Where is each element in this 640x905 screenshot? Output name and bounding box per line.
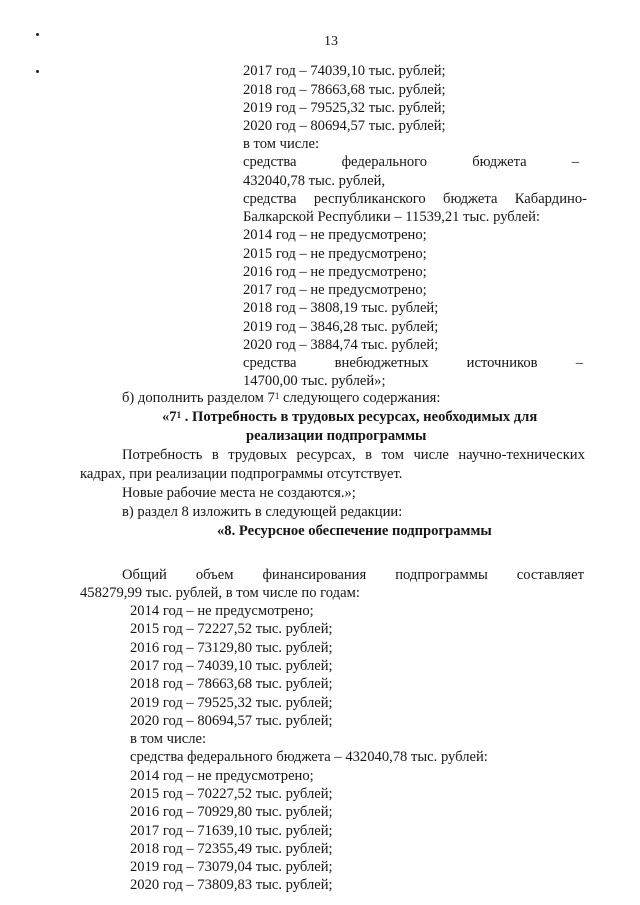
word: в xyxy=(211,447,219,463)
superscript: 1 xyxy=(176,410,182,420)
section7-paragraph-line1 xyxy=(122,446,585,464)
item-b-suffix: следующего содержания: xyxy=(279,390,441,406)
top-line: в том числе: xyxy=(243,136,320,152)
federal-year-line: 2015 год – 70227,52 тыс. рублей; xyxy=(130,786,333,802)
section8-federal-line: средства федерального бюджета – 432040,78 тыс. рублей: xyxy=(130,749,488,765)
federal-year-line: 2016 год – 70929,80 тыс. рублей; xyxy=(130,804,333,820)
section8-year-line: 2016 год – 73129,80 тыс. рублей; xyxy=(130,640,333,656)
section8-intro-line1 xyxy=(122,566,584,584)
top-line: 2017 год – 74039,10 тыс. рублей; xyxy=(243,63,446,79)
word: в xyxy=(365,447,373,463)
word: средства xyxy=(243,154,297,170)
federal-funds-amount: 432040,78 тыс. рублей, xyxy=(243,173,386,189)
republic-year-line: 2018 год – 3808,19 тыс. рублей; xyxy=(243,300,439,316)
republic-budget-line2: Балкарской Республики – 11539,21 тыс. рублей: xyxy=(243,209,540,225)
republic-year-line: 2014 год – не предусмотрено; xyxy=(243,227,427,243)
section7-title-prefix: «7 xyxy=(162,409,177,425)
republic-year-line: 2015 год – не предусмотрено; xyxy=(243,246,427,262)
word: трудовых xyxy=(228,447,288,463)
word: Потребность xyxy=(122,447,203,463)
section8-in-total: в том числе: xyxy=(130,731,207,747)
section8-year-line: 2020 год – 80694,57 тыс. рублей; xyxy=(130,713,333,729)
word: источников xyxy=(466,355,538,371)
section7-paragraph-line2: кадрах, при реализации подпрограммы отсутствует. xyxy=(80,466,403,482)
federal-funds-line xyxy=(243,153,579,171)
top-line: 2020 год – 80694,57 тыс. рублей; xyxy=(243,118,446,134)
federal-year-line: 2020 год – 73809,83 тыс. рублей; xyxy=(130,877,333,893)
section8-year-line: 2015 год – 72227,52 тыс. рублей; xyxy=(130,621,333,637)
word: внебюджетных xyxy=(334,355,429,371)
item-b-prefix: б) дополнить разделом 7 xyxy=(122,390,275,406)
word: Общий xyxy=(122,567,167,583)
item-v: в) раздел 8 изложить в следующей редакции: xyxy=(122,504,403,520)
section8-year-line: 2014 год – не предусмотрено; xyxy=(130,603,314,619)
section8-year-line: 2018 год – 78663,68 тыс. рублей; xyxy=(130,676,333,692)
word: средства xyxy=(243,355,297,371)
word: финансирования xyxy=(262,567,367,583)
word: числе xyxy=(413,447,449,463)
item-b xyxy=(122,389,440,407)
word: федерального xyxy=(341,154,428,170)
republic-year-line: 2016 год – не предусмотрено; xyxy=(243,264,427,280)
section8-intro-line2: 458279,99 тыс. рублей, в том числе по годам: xyxy=(80,585,360,601)
word: Кабардино- xyxy=(514,191,587,207)
scan-mark xyxy=(36,33,39,36)
republic-year-line: 2017 год – не предусмотрено; xyxy=(243,282,427,298)
federal-year-line: 2017 год – 71639,10 тыс. рублей; xyxy=(130,823,333,839)
republic-budget-line xyxy=(243,190,587,208)
section7-title xyxy=(162,408,537,426)
section8-year-line: 2019 год – 79525,32 тыс. рублей; xyxy=(130,695,333,711)
word: средства xyxy=(243,191,297,207)
republic-year-line: 2019 год – 3846,28 тыс. рублей; xyxy=(243,319,439,335)
scan-mark xyxy=(36,70,39,73)
federal-year-line: 2018 год – 72355,49 тыс. рублей; xyxy=(130,841,333,857)
section7-title-line2: реализации подпрограммы xyxy=(246,428,427,444)
word: республиканского xyxy=(313,191,426,207)
republic-year-line: 2020 год – 3884,74 тыс. рублей; xyxy=(243,337,439,353)
word: подпрограммы xyxy=(395,567,488,583)
word: ресурсах, xyxy=(296,447,356,463)
word: – xyxy=(575,355,583,371)
word: объем xyxy=(195,567,234,583)
section7-title-rest: . Потребность в трудовых ресурсах, необходимых для xyxy=(181,409,538,425)
top-line: 2019 год – 79525,32 тыс. рублей; xyxy=(243,100,446,116)
section8-title: «8. Ресурсное обеспечение подпрограммы xyxy=(217,523,492,539)
word: бюджета xyxy=(472,154,527,170)
extra-budget-line xyxy=(243,354,583,372)
extra-budget-amount: 14700,00 тыс. рублей»; xyxy=(243,373,386,389)
federal-year-line: 2019 год – 73079,04 тыс. рублей; xyxy=(130,859,333,875)
word: бюджета xyxy=(443,191,498,207)
section8-year-line: 2017 год – 74039,10 тыс. рублей; xyxy=(130,658,333,674)
word: – xyxy=(571,154,579,170)
section7-paragraph2: Новые рабочие места не создаются.»; xyxy=(122,485,356,501)
word: научно-технических xyxy=(458,447,585,463)
word: составляет xyxy=(516,567,584,583)
federal-year-line: 2014 год – не предусмотрено; xyxy=(130,768,314,784)
superscript: 1 xyxy=(274,391,280,401)
top-line: 2018 год – 78663,68 тыс. рублей; xyxy=(243,82,446,98)
word: том xyxy=(381,447,404,463)
page-number: 13 xyxy=(324,34,338,49)
